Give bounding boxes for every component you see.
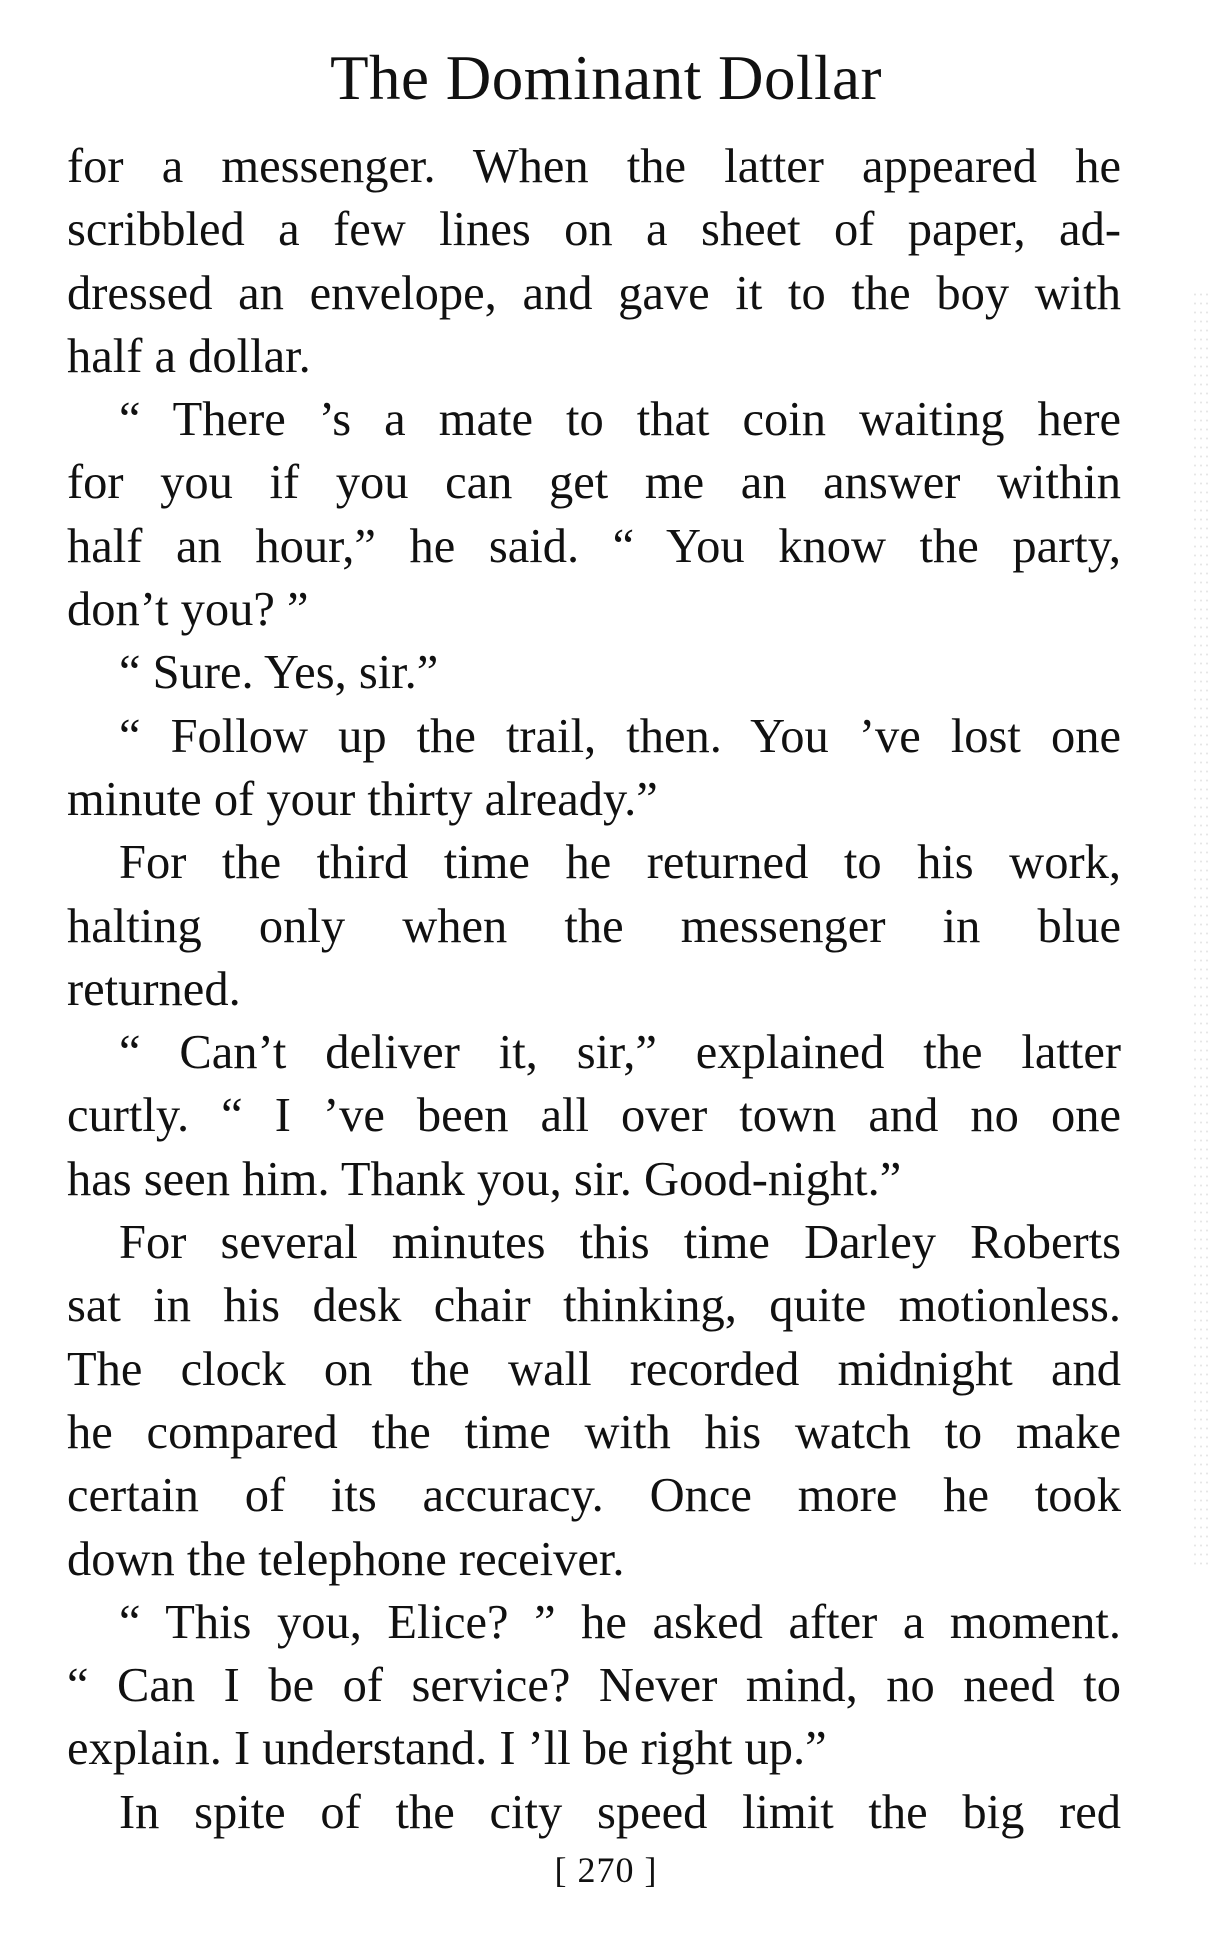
- text-line: In spite of the city speed limit the big red: [119, 1785, 1121, 1839]
- text-line: “ Follow up the trail, then. You ’ve lost one: [119, 709, 1121, 763]
- text-line: For several minutes this time Darley Roberts: [119, 1216, 1121, 1270]
- text-line: explain. I understand. I ’ll be right up.”: [67, 1722, 827, 1776]
- text-line: “ There ’s a mate to that coin waiting here: [119, 393, 1121, 447]
- text-line: for you if you can get me an answer within: [67, 456, 1121, 510]
- text-line: scribbled a few lines on a sheet of paper, ad-: [67, 203, 1121, 257]
- text-line: he compared the time with his watch to make: [67, 1405, 1121, 1459]
- text-line: certain of its accuracy. Once more he took: [67, 1469, 1121, 1523]
- text-line: minute of your thirty already.”: [67, 772, 658, 826]
- text-line: down the telephone receiver.: [67, 1532, 625, 1586]
- text-line: returned.: [67, 962, 241, 1016]
- text-line: sat in his desk chair thinking, quite motionless.: [67, 1279, 1121, 1333]
- text-line: has seen him. Thank you, sir. Good-night.”: [67, 1152, 902, 1206]
- text-line: “ Can’t deliver it, sir,” explained the latter: [119, 1026, 1121, 1080]
- running-title: The Dominant Dollar: [330, 43, 882, 113]
- text-line: for a messenger. When the latter appeared he: [67, 140, 1121, 193]
- text-line: For the third time he returned to his work,: [119, 836, 1121, 890]
- text-line: “ This you, Elice? ” he asked after a moment.: [119, 1595, 1121, 1649]
- body-text: [67, 135, 1121, 1844]
- text-line: “ Sure. Yes, sir.”: [119, 646, 439, 700]
- text-line: dressed an envelope, and gave it to the boy with: [67, 266, 1121, 320]
- text-line: half an hour,” he said. “ You know the party,: [67, 519, 1121, 573]
- page-edge-texture: [1192, 290, 1212, 1570]
- text-line: don’t you? ”: [67, 583, 309, 637]
- text-line: halting only when the messenger in blue: [67, 899, 1121, 953]
- text-line: curtly. “ I ’ve been all over town and no one: [67, 1089, 1121, 1143]
- text-line: “ Can I be of service? Never mind, no need to: [67, 1659, 1121, 1713]
- text-line: half a dollar.: [67, 329, 311, 383]
- text-line: The clock on the wall recorded midnight and: [67, 1342, 1121, 1396]
- page-number: [ 270 ]: [554, 1850, 658, 1890]
